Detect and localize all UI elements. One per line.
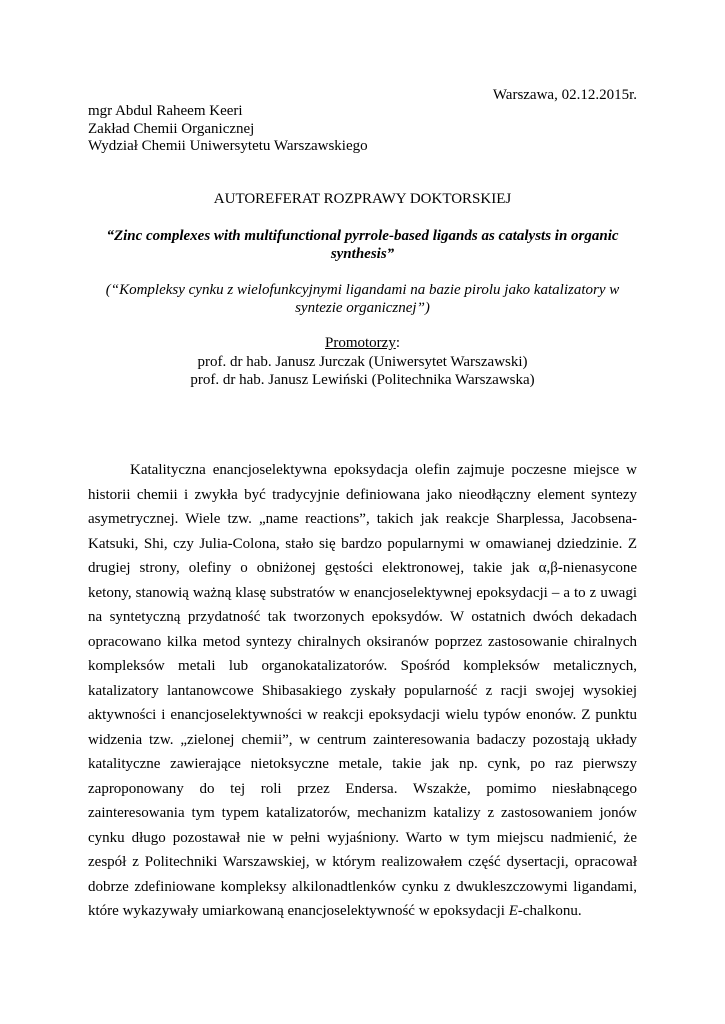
abstract-text-end: -chalkonu. <box>517 903 582 919</box>
thesis-title-polish: (“Kompleksy cynku z wielofunkcyjnymi ligandami na bazie pirolu jako katalizatory w syntezie organicznej”) <box>105 282 620 316</box>
promotor-2: prof. dr hab. Janusz Lewiński (Politechnika Warszawska) <box>190 372 535 388</box>
sender-faculty: Wydział Chemii Uniwersytetu Warszawskiego <box>88 138 368 154</box>
thesis-title-english: “Zinc complexes with multifunctional pyrrole-based ligands as catalysts in organic synthesis” <box>106 228 619 262</box>
promotors-label: Promotorzy <box>325 335 396 351</box>
sender-department: Zakład Chemii Organicznej <box>88 120 255 137</box>
promotors-colon: : <box>395 335 400 351</box>
abstract-paragraph <box>88 458 637 924</box>
document-date: Warszawa, 02.12.2015r. <box>492 87 637 103</box>
promotors-heading <box>88 334 637 353</box>
promotor-1: prof. dr hab. Janusz Jurczak (Uniwersytet Warszawski) <box>197 353 528 370</box>
document-heading: AUTOREFERAT ROZPRAWY DOKTORSKIEJ <box>213 191 512 207</box>
abstract-text: Katalityczna enancjoselektywna epoksydacja olefin zajmuje poczesne miejsce w historii chemii i zwykła być tradycyjnie definiowana jako nieodłączny element syntezy asymetrycznej. Wiele tzw. „name reactions”, takich jak reakcje Sharplessa, Jacobsena-Katsuki, Shi, czy Julia-Colona, stało się bardzo popularnymi w omawianej dziedzinie. Z drugiej strony, olefiny o obniżonej gęstości elektronowej, takie jak α,β-nienasycone ketony, stanowią ważną klasę substratów w enancjoselektywnej epoksydacji – a to z uwagi na syntetyczną przydatność tak tworzonych epoksydów. W ostatnich dwóch dekadach opracowano kilka metod syntezy chiralnych oksiranów poprzez zastosowanie chiralnych kompleksów metali lub organokatalizatorów. Spośród kompleksów metalicznych, katalizatory lantanowcowe Shibasakiego zyskały popularność z racji swojej wysokiej aktywności i enancjoselektywności w reakcji epoksydacji wielu typów enonów. Z punktu widzenia tzw. „zielonej chemii”, w centrum zainteresowania badaczy pozostają układy katalityczne zawierające nietoksyczne metale, takie jak np. cynk, po raz pierwszy zaproponowany do tej roli przez Endersa. Wszakże, pomimo niesłabnącego zainteresowania tym typem katalizatorów, mechanizm katalizy z zastosowaniem jonów cynku długo pozostawał nie w pełni wyjaśniony. Warto w tym miejscu nadmienić, że zespół z Politechniki Warszawskiej, w którym realizowałem część dysertacji, opracował dobrze zdefiniowane kompleksy alkilonadtlenków cynku z dwukleszczowymi ligandami, które wykazywały umiarkowaną enancjoselektywność w epoksydacji <box>88 462 637 919</box>
sender-name: mgr Abdul Raheem Keeri <box>88 103 243 119</box>
sender-block <box>88 103 368 156</box>
abstract-italic-e: E <box>508 903 518 919</box>
promotors-block <box>88 334 637 390</box>
